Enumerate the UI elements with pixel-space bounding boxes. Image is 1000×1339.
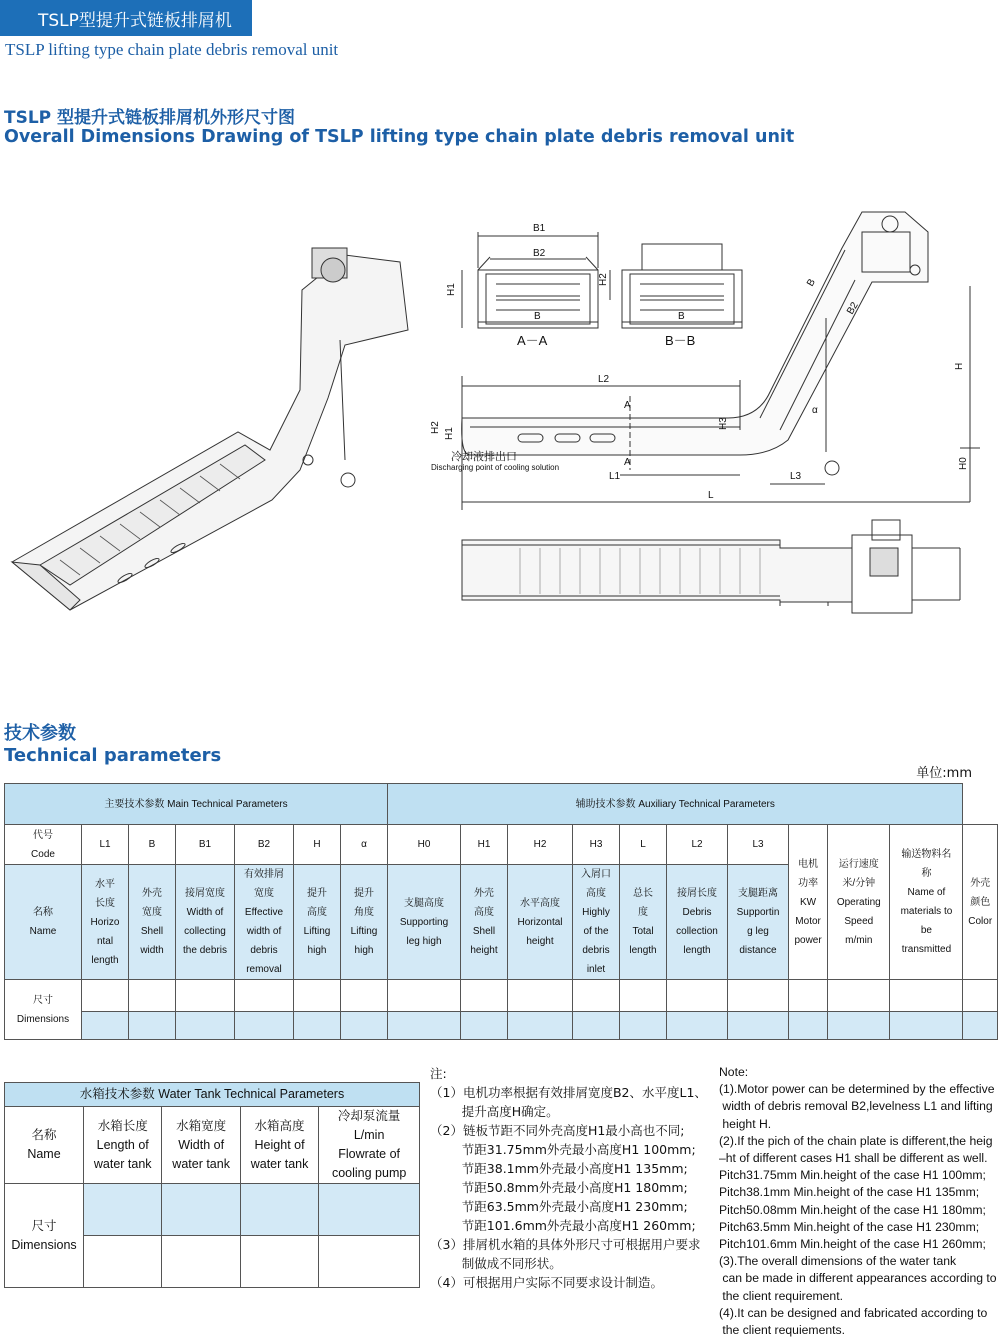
- water-tank-table: [4, 1082, 420, 1288]
- water-dimensions-label: 尺寸 Dimensions: [5, 1184, 84, 1288]
- notes-chinese: [430, 1064, 710, 1292]
- dimension-cell[interactable]: [388, 980, 461, 1012]
- code-cell: α: [341, 825, 388, 865]
- code-cell: L3: [728, 825, 789, 865]
- note-line-cn: （1）电机功率根据有效排屑宽度B2、水平度L1、: [430, 1085, 707, 1100]
- discharge-label-en: Discharging point of cooling solution: [431, 463, 560, 472]
- water-dimension-cell[interactable]: [162, 1236, 240, 1288]
- drawing-title-en: Overall Dimensions Drawing of TSLP lifting type chain plate debris removal unit: [4, 127, 795, 147]
- name-cell: 入屑口 高度 Highly of the debris inlet: [573, 865, 620, 980]
- label-l: L: [708, 490, 714, 501]
- label-alpha: α: [812, 405, 818, 416]
- code-cell: L1: [82, 825, 129, 865]
- label-b2-incline: B2: [845, 300, 861, 317]
- dimension-cell[interactable]: [828, 980, 890, 1012]
- aux-extra-cell: 输送物料名 称 Name of materials to be transmitted: [890, 825, 963, 980]
- aux-extra-cell: 运行速度 米/分钟 Operating Speed m/min: [828, 825, 890, 980]
- note-line-en: (3).The overall dimensions of the water tank: [719, 1254, 957, 1269]
- name-cell: 水平 长度 Horizo ntal length: [82, 865, 129, 980]
- note-line-en: –ht of different cases H1 shall be different as well.: [719, 1151, 988, 1166]
- note-line-en: (1).Motor power can be determined by the effective: [719, 1082, 995, 1097]
- dimension-cell[interactable]: [620, 1012, 667, 1040]
- label-a-bottom: A: [624, 457, 631, 468]
- label-l1: L1: [609, 471, 621, 482]
- note-line-en: Pitch31.75mm Min.height of the case H1 100mm;: [719, 1168, 986, 1183]
- notes-english: [719, 1064, 1000, 1339]
- water-dimensions-row: [5, 1184, 420, 1236]
- label-h2: H2: [598, 273, 609, 286]
- dimension-cell[interactable]: [82, 1012, 129, 1040]
- dimension-cell[interactable]: [890, 980, 963, 1012]
- dimensions-label: 尺寸 Dimensions: [5, 980, 82, 1040]
- discharge-label-cn: 冷却液排出口: [451, 451, 517, 463]
- name-cell: 外壳 高度 Shell height: [461, 865, 508, 980]
- water-dimension-cell[interactable]: [319, 1184, 420, 1236]
- dimension-cell[interactable]: [789, 980, 828, 1012]
- dimension-cell[interactable]: [728, 980, 789, 1012]
- label-b1: B1: [533, 223, 546, 234]
- dimension-cell[interactable]: [294, 980, 341, 1012]
- dimension-cell[interactable]: [890, 1012, 963, 1040]
- water-dimension-cell[interactable]: [319, 1236, 420, 1288]
- label-bb: B－B: [665, 333, 696, 348]
- dimension-cell[interactable]: [620, 980, 667, 1012]
- name-label: 名称 Name: [5, 865, 82, 980]
- note-line-en: the client requirement.: [719, 1288, 843, 1303]
- water-column-header: 冷却泵流量 L/min Flowrate of cooling pump: [319, 1107, 420, 1184]
- label-b-incline: B: [805, 277, 818, 289]
- note-line-en: (4).It can be designed and fabricated according to: [719, 1305, 988, 1320]
- dimension-cell[interactable]: [667, 980, 728, 1012]
- code-cell: B: [129, 825, 176, 865]
- aux-params-header: 辅助技术参数 Auxiliary Technical Parameters: [388, 784, 963, 825]
- note-line-en: Pitch50.08mm Min.height of the case H1 180mm;: [719, 1202, 986, 1217]
- dimension-cell[interactable]: [963, 980, 998, 1012]
- note-line-en: can be made in different appearances according to: [719, 1271, 997, 1286]
- name-cell: 有效排屑 宽度 Effective width of debris removal: [235, 865, 294, 980]
- water-dimension-cell[interactable]: [84, 1184, 162, 1236]
- code-cell: H: [294, 825, 341, 865]
- note-line-en: width of debris removal B2,levelness L1 and lifting: [719, 1099, 993, 1114]
- label-b2: B2: [533, 248, 546, 259]
- name-cell: 外壳 宽度 Shell width: [129, 865, 176, 980]
- water-column-header: 水箱长度 Length of water tank: [84, 1107, 162, 1184]
- unit-label: 单位:mm: [916, 766, 972, 781]
- note-line-cn: 提升高度H确定。: [430, 1104, 559, 1119]
- label-h3: H3: [718, 417, 729, 430]
- name-cell: 水平高度 Horizontal height: [508, 865, 573, 980]
- label-h2-side: H2: [430, 421, 441, 434]
- label-l2: L2: [598, 374, 610, 385]
- code-cell: H0: [388, 825, 461, 865]
- name-cell: 接屑长度 Debris collection length: [667, 865, 728, 980]
- dimension-cell[interactable]: [388, 1012, 461, 1040]
- dimension-cell[interactable]: [508, 1012, 573, 1040]
- dimension-cell[interactable]: [573, 980, 620, 1012]
- code-cell: H1: [461, 825, 508, 865]
- water-column-header: 水箱宽度 Width of water tank: [162, 1107, 240, 1184]
- note-line-en: Pitch63.5mm Min.height of the case H1 230mm;: [719, 1219, 980, 1234]
- water-dimension-cell[interactable]: [240, 1236, 318, 1288]
- code-cell: B1: [176, 825, 235, 865]
- dimensions-row: [5, 980, 998, 1012]
- name-cell: 支腿距离 Supportin g leg distance: [728, 865, 789, 980]
- name-cell: 提升 角度 Lifting high: [341, 865, 388, 980]
- code-cell: L: [620, 825, 667, 865]
- water-name-label: 名称 Name: [5, 1107, 84, 1184]
- name-cell: 支腿高度 Supporting leg high: [388, 865, 461, 980]
- name-cell: 接屑宽度 Width of collecting the debris: [176, 865, 235, 980]
- series-tag: [0, 0, 252, 36]
- main-parameters-table: [4, 783, 998, 1040]
- note-line-en: Note:: [719, 1065, 749, 1079]
- label-a-top: A: [624, 400, 631, 411]
- dimension-cell[interactable]: [461, 980, 508, 1012]
- dimension-cell[interactable]: [294, 1012, 341, 1040]
- code-label: 代号 Code: [5, 825, 82, 865]
- note-line-en: the client requiements.: [719, 1323, 846, 1338]
- dimension-cell[interactable]: [235, 980, 294, 1012]
- dimensions-row-2: [5, 1012, 998, 1040]
- series-subtitle: TSLP lifting type chain plate debris removal unit: [5, 40, 339, 59]
- dimension-cell[interactable]: [728, 1012, 789, 1040]
- label-h1: H1: [446, 283, 457, 296]
- tech-title-en: Technical parameters: [4, 745, 222, 766]
- water-dimension-cell[interactable]: [84, 1236, 162, 1288]
- label-b-right: B: [678, 311, 685, 322]
- dimension-cell[interactable]: [508, 980, 573, 1012]
- aux-extra-cell: 电机 功率 KW Motor power: [789, 825, 828, 980]
- note-line-en: (2).If the pich of the chain plate is different,the heig: [719, 1133, 993, 1148]
- dimension-cell[interactable]: [828, 1012, 890, 1040]
- label-l3: L3: [790, 471, 802, 482]
- label-aa: A－A: [517, 333, 548, 348]
- drawing-title-cn: TSLP 型提升式链板排屑机外形尺寸图: [4, 108, 296, 128]
- note-line-en: height H.: [719, 1116, 772, 1131]
- dimension-cell[interactable]: [667, 1012, 728, 1040]
- dimension-cell[interactable]: [341, 1012, 388, 1040]
- aux-extra-cell: 外壳 颜色 Color: [963, 825, 998, 980]
- water-dimension-cell[interactable]: [240, 1184, 318, 1236]
- dimension-drawing: [0, 160, 1000, 700]
- water-tank-header: 水箱技术参数 Water Tank Technical Parameters: [5, 1083, 420, 1107]
- code-cell: B2: [235, 825, 294, 865]
- series-tag-text: TSLP型提升式链板排屑机: [38, 10, 232, 31]
- label-b-left: B: [534, 311, 541, 322]
- dimension-cell[interactable]: [82, 980, 129, 1012]
- label-h1-side: H1: [444, 427, 455, 440]
- note-line-en: Pitch38.1mm Min.height of the case H1 135mm;: [719, 1185, 980, 1200]
- dimension-cell[interactable]: [129, 980, 176, 1012]
- name-cell: 提升 高度 Lifting high: [294, 865, 341, 980]
- code-cell: H2: [508, 825, 573, 865]
- dimension-cell[interactable]: [461, 1012, 508, 1040]
- dimension-cell[interactable]: [235, 1012, 294, 1040]
- note-line-en: Pitch101.6mm Min.height of the case H1 260mm;: [719, 1237, 986, 1252]
- note-line-cn: （2）链板节距不同外壳高度H1最小高也不同;: [430, 1123, 685, 1138]
- water-name-row: [5, 1107, 420, 1184]
- conveyor-isometric-illustration: [12, 248, 408, 610]
- note-line-cn: （4）可根据用户实际不同要求设计制造。: [430, 1275, 663, 1290]
- code-row: [5, 825, 998, 865]
- main-params-header: 主要技术参数 Main Technical Parameters: [5, 784, 388, 825]
- label-h0: H0: [958, 457, 969, 470]
- dimension-cell[interactable]: [789, 1012, 828, 1040]
- note-line-cn: 注:: [430, 1066, 447, 1081]
- dimension-cell[interactable]: [573, 1012, 620, 1040]
- dimension-cell[interactable]: [129, 1012, 176, 1040]
- code-cell: L2: [667, 825, 728, 865]
- label-h: H: [954, 362, 965, 370]
- plan-view: [462, 520, 960, 613]
- note-line-cn: 节距31.75mm外壳最小高度H1 100mm;: [430, 1142, 696, 1157]
- dimension-cell[interactable]: [176, 980, 235, 1012]
- note-line-cn: 节距50.8mm外壳最小高度H1 180mm;: [430, 1180, 688, 1195]
- code-cell: H3: [573, 825, 620, 865]
- note-line-cn: 节距101.6mm外壳最小高度H1 260mm;: [430, 1218, 696, 1233]
- tech-title-cn: 技术参数: [4, 723, 76, 744]
- name-cell: 总长 度 Total length: [620, 865, 667, 980]
- dimension-cell[interactable]: [176, 1012, 235, 1040]
- note-line-cn: 节距38.1mm外壳最小高度H1 135mm;: [430, 1161, 688, 1176]
- water-dimension-cell[interactable]: [162, 1184, 240, 1236]
- dimension-cell[interactable]: [341, 980, 388, 1012]
- note-line-cn: 制做成不同形状。: [430, 1256, 562, 1271]
- note-line-cn: 节距63.5mm外壳最小高度H1 230mm;: [430, 1199, 688, 1214]
- note-line-cn: （3）排屑机水箱的具体外形尺寸可根据用户要求: [430, 1237, 701, 1252]
- water-column-header: 水箱高度 Height of water tank: [240, 1107, 318, 1184]
- dimension-cell[interactable]: [963, 1012, 998, 1040]
